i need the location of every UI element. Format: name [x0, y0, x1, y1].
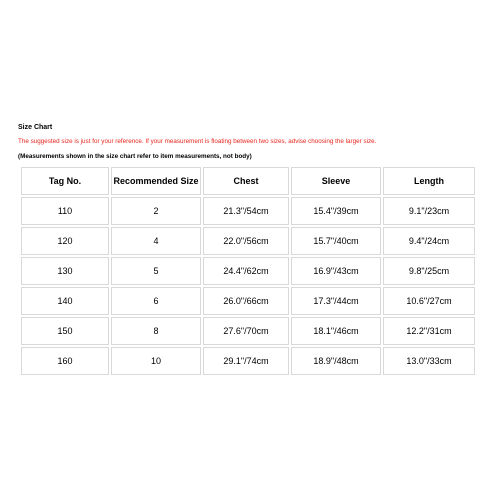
table-row — [21, 227, 475, 255]
header-tag-no: Tag No. — [21, 167, 109, 195]
cell-sleeve: 15.4"/39cm — [291, 197, 381, 225]
cell-sleeve: 15.7"/40cm — [291, 227, 381, 255]
cell-length: 9.1"/23cm — [383, 197, 475, 225]
table-row — [21, 347, 475, 375]
measurement-note: (Measurements shown in the size chart refer to item measurements, not body) — [18, 153, 252, 160]
cell-chest: 27.6"/70cm — [203, 317, 289, 345]
cell-tag-no: 140 — [21, 287, 109, 315]
cell-tag-no: 110 — [21, 197, 109, 225]
cell-recommended-size: 2 — [111, 197, 201, 225]
header-length: Length — [383, 167, 475, 195]
cell-tag-no: 160 — [21, 347, 109, 375]
table-row — [21, 197, 475, 225]
table-row — [21, 257, 475, 285]
cell-chest: 26.0"/66cm — [203, 287, 289, 315]
cell-sleeve: 18.9"/48cm — [291, 347, 381, 375]
cell-recommended-size: 8 — [111, 317, 201, 345]
cell-tag-no: 150 — [21, 317, 109, 345]
cell-sleeve: 16.9"/43cm — [291, 257, 381, 285]
table-row — [21, 287, 475, 315]
cell-length: 12.2"/31cm — [383, 317, 475, 345]
cell-sleeve: 17.3"/44cm — [291, 287, 381, 315]
cell-chest: 24.4"/62cm — [203, 257, 289, 285]
cell-chest: 22.0"/56cm — [203, 227, 289, 255]
cell-length: 10.6"/27cm — [383, 287, 475, 315]
cell-length: 9.8"/25cm — [383, 257, 475, 285]
header-recommended-size: Recommended Size — [111, 167, 201, 195]
cell-sleeve: 18.1"/46cm — [291, 317, 381, 345]
cell-recommended-size: 6 — [111, 287, 201, 315]
cell-chest: 29.1"/74cm — [203, 347, 289, 375]
cell-tag-no: 130 — [21, 257, 109, 285]
cell-recommended-size: 10 — [111, 347, 201, 375]
table-header-row — [21, 167, 475, 195]
size-chart-title: Size Chart — [18, 124, 53, 131]
header-chest: Chest — [203, 167, 289, 195]
cell-length: 13.0"/33cm — [383, 347, 475, 375]
cell-length: 9.4"/24cm — [383, 227, 475, 255]
header-sleeve: Sleeve — [291, 167, 381, 195]
cell-chest: 21.3"/54cm — [203, 197, 289, 225]
size-table — [19, 165, 477, 377]
size-advice-note: The suggested size is just for your reference. If your measurement is floating between two sizes, advise choosing the larger size. — [18, 138, 377, 145]
table-row — [21, 317, 475, 345]
cell-tag-no: 120 — [21, 227, 109, 255]
cell-recommended-size: 5 — [111, 257, 201, 285]
cell-recommended-size: 4 — [111, 227, 201, 255]
